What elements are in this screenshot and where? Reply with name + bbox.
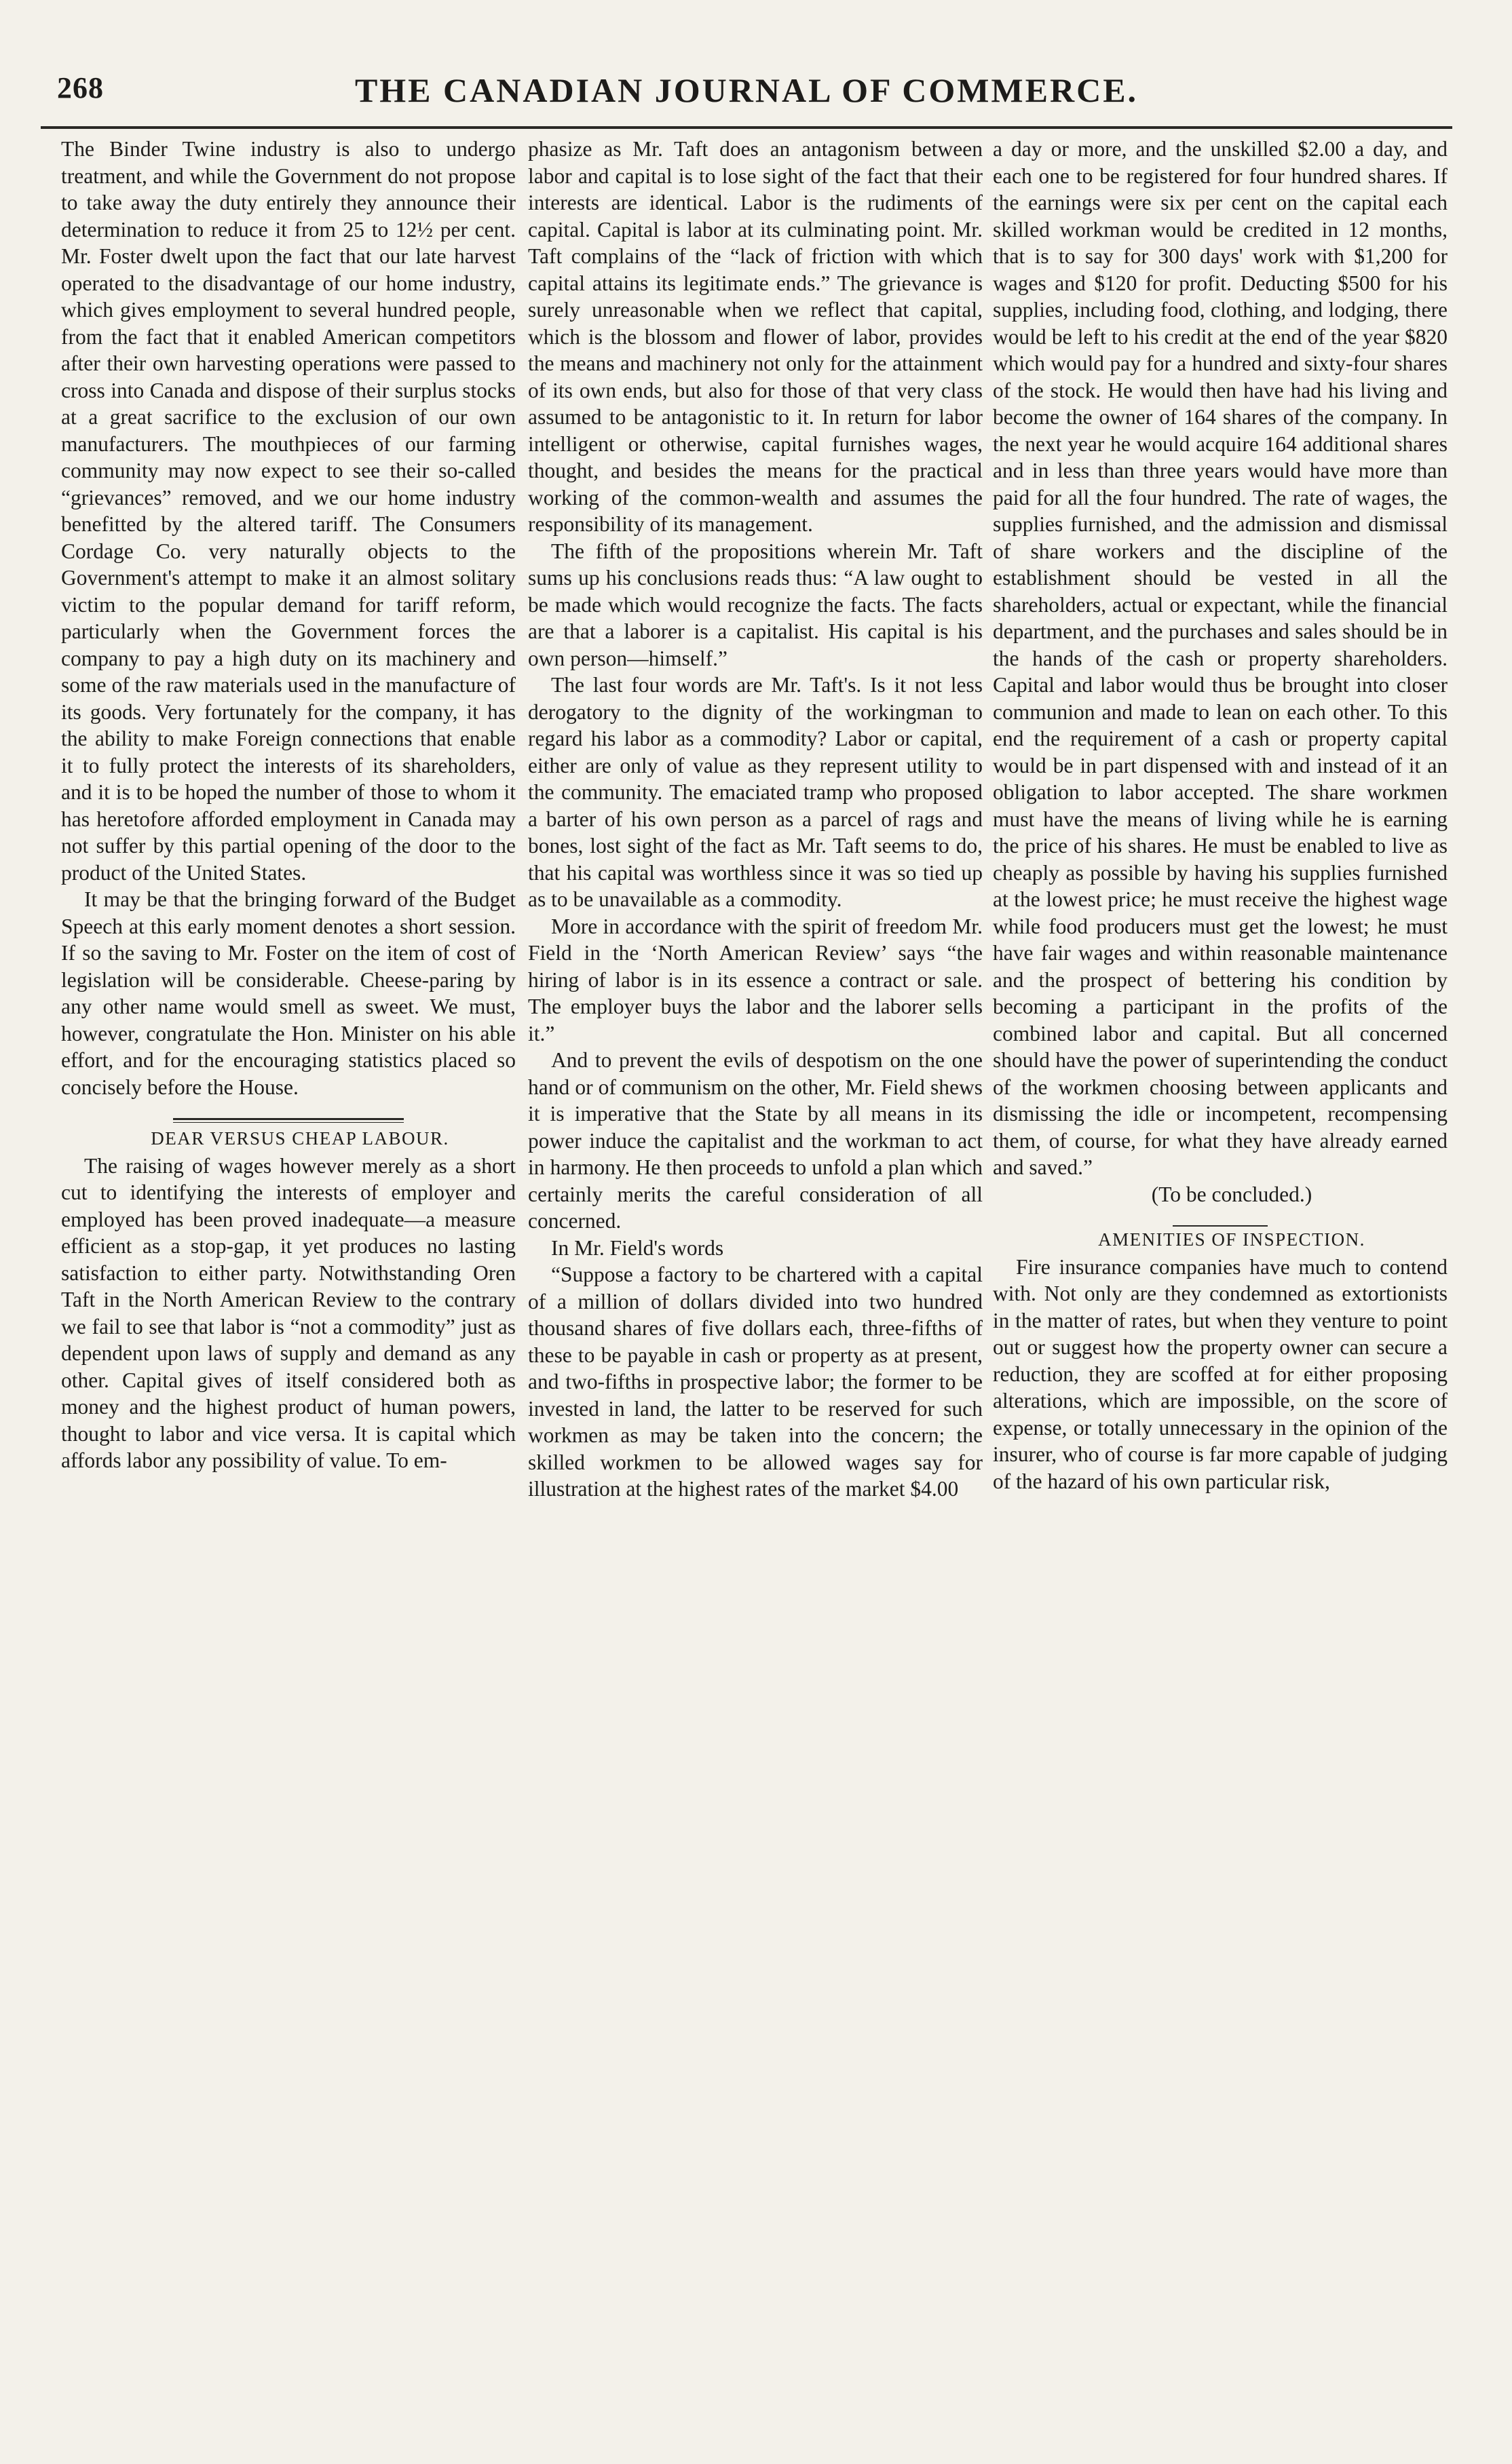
section-heading-amenities-of-inspection: AMENITIES OF INSPECTION. [1098, 1229, 1365, 1250]
column-2 [528, 136, 983, 1503]
running-title: THE CANADIAN JOURNAL OF COMMERCE. [354, 71, 1139, 109]
header-rule [41, 126, 1452, 129]
field-review-paragraph: More in accordance with the spirit of freedom Mr. Field in the ‘North American Review’ says “the hiring of labor is in its essence a contract or sale. The employer buys the labor and the laborer sells it.” [528, 914, 983, 1045]
field-words-intro: In Mr. Field's words [551, 1235, 724, 1260]
fire-insurance-paragraph: Fire insurance companies have much to contend with. Not only are they condemned as extortionists in the matter of rates, but when they venture to point out or suggest how the property owner can secure a reduction, they are scoffed at for either proposing alterations, which are impossible, on the score of expense, or totally unnecessary in the opinion of the insurer, who of course is far more capable of judging of the hazard of his own particular risk, [993, 1254, 1448, 1493]
page-header [41, 66, 1452, 121]
taft-antagonism-paragraph: phasize as Mr. Taft does an antagonism between labor and capital is to lose sight of the fact that their interests are identical. Labor is the rudiments of capital. Capital is labor at its culminating point. Mr. Taft complains of the “lack of friction with which capital attains its legitimate ends.” The grievance is surely unreasonable when we reflect that capital, which is the blossom and flower of labor, provides the means and machinery not only for the attainment of its own ends, but also for those of that very class assumed to be antagonistic to it. In return for labor intelligent or otherwise, capital furnishes wages, thought, and besides the means for the practical working of the common-wealth and assumes the responsibility of its management. [528, 137, 983, 536]
section-divider [173, 1118, 404, 1123]
last-four-words-paragraph: The last four words are Mr. Taft's. Is it not less derogatory to the dignity of the workingman to regard his labor as a commodity? Labor or capital, either are only of value as they represent utility to the community. The emaciated tramp who proposed a barter of his own person as a parcel of rags and bones, lost sight of the fact as Mr. Taft seems to do, that his capital was worthless since it was so tied up as to be unavailable as a commodity. [528, 673, 983, 911]
binder-twine-paragraph: The Binder Twine industry is also to undergo treatment, and while the Government do not propose to take away the duty entirely they announce their determination to reduce it from 25 to 12½ per cent. Mr. Foster dwelt upon the fact that our late harvest operated to the disadvantage of our home industry, which gives employment to several hundred people, from the fact that it enabled American competitors after their own harvesting operations were passed to cross into Canada and dispose of their surplus stocks at a great sacrifice to the exclusion of our own manufacturers. The mouthpieces of our farming community may now expect to see their so-called “grievances” removed, and we our home industry benefitted by the altered tariff. The Consumers Cordage Co. very naturally objects to the Government's attempt to make it an almost solitary victim to the popular demand for tariff reform, particularly when the Government forces the company to pay a high duty on its machinery and some of the raw materials used in the manufacture of its goods. Very fortunately for the company, it has the ability to make Foreign connections that enable it to fully protect the interests of its shareholders, and it is to be hoped the number of those to whom it has heretofore afforded employment in Canada may not suffer by this partial opening of the door to the product of the United States. [61, 137, 516, 885]
fifth-proposition-paragraph: The fifth of the propositions wherein Mr. Taft sums up his conclusions reads thus: “A law ought to be made which would recognize the facts. The facts are that a laborer is a capitalist. His capital is his own person—himself.” [528, 539, 983, 670]
factory-quote-paragraph: “Suppose a factory to be chartered with a capital of a million of dollars divided into two hundred thousand shares of five dollars each, three-fifths of these to be payable in cash or property as at present, and two-fifths in prospective labor; the former to be invested in land, the latter to be reserved for such workmen as may be taken into the concern; the skilled workmen to be allowed wages say for illustration at the highest rates of the market $4.00 [528, 1263, 983, 1501]
section-heading-dear-versus-cheap-labour: DEAR VERSUS CHEAP LABOUR. [151, 1128, 449, 1149]
to-be-concluded-note: (To be concluded.) [1151, 1182, 1312, 1206]
labour-paragraph: The raising of wages however merely as a short cut to identifying the interests of employer and employed has been proved inadequate—a measure efficient as a stop-gap, it yet produces no lasting satisfaction to either party. Notwithstanding Oren Taft in the North American Review to the contrary we fail to see that labor is “not a commodity” just as dependent upon laws of supply and demand as any other. Capital gives of itself considered both as money and the highest product of human powers, thought to labor and vice versa. It is capital which affords labor any possibility of value. To em- [61, 1153, 516, 1472]
despotism-paragraph: And to prevent the evils of despotism on the one hand or of communism on the other, Mr. Field shews it is imperative that the State by all means in its power induce the capitalist and the workman to act in harmony. He then proceeds to unfold a plan which certainly merits the careful consideration of all concerned. [528, 1048, 983, 1233]
budget-speech-paragraph: It may be that the bringing forward of the Budget Speech at this early moment denotes a short session. If so the saving to Mr. Foster on the item of cost of legislation will be considerable. Cheese-paring by any other name would smell as sweet. We must, however, congratulate the Hon. Minister on his able effort, and for the encouraging statistics placed so concisely before the House. [61, 887, 516, 1099]
column-1 [61, 136, 516, 1474]
column-3 [993, 136, 1448, 1495]
share-workmen-paragraph: a day or more, and the unskilled $2.00 a day, and each one to be registered for four hundred shares. If the earnings were six per cent on the capital each skilled workman would be credited in 12 months, that is to say for 300 days' work with $1,200 for wages and $120 for profit. Deducting $500 for his supplies, including food, clothing, and lodging, there would be left to his credit at the end of the year $820 which would pay for a hundred and sixty-four shares of the stock. He would then have had his living and become the owner of 164 shares of the company. In the next year he would acquire 164 additional shares and in less than three years would have more than paid for all the four hundred. The rate of wages, the supplies furnished, and the admission and dismissal of share workers and the discipline of the establishment should be vested in all the shareholders, actual or expectant, while the financial department, and the purchases and sales should be in the hands of the cash or property shareholders. Capital and labor would thus be brought into closer communion and made to lean on each other. To this end the requirement of a cash or property capital would be in part dispensed with and instead of it an obligation to labor accepted. The share workmen must have the means of living while he is earning the price of his shares. He must be enabled to live as cheaply as possible by having his supplies furnished at the lowest price; he must receive the highest wage while food producers must get the lowest; he must have fair wages and within reasonable maintenance and the prospect of bettering his condition by becoming a participant in the profits of the combined labor and capital. But all concerned should have the power of superintending the conduct of the workmen choosing between applicants and dismissing the idle or incompetent, recompensing them, of course, for what they have already earned and saved.” [993, 137, 1448, 1179]
page-number: 268 [57, 71, 104, 104]
